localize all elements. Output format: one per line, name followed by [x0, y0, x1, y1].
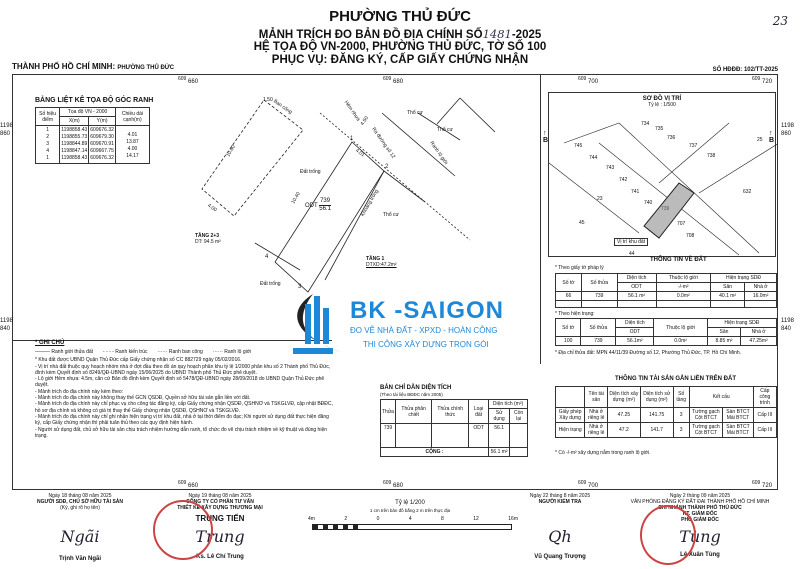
point-label: 4	[265, 254, 269, 260]
grid-x-bottom: $^{609}$ 660	[178, 480, 199, 489]
table-row: 100 739 56.1m² 0.0m² 8.85 m² 47.25m²	[556, 337, 777, 346]
divider	[540, 74, 541, 364]
dim-label: 4.00	[206, 202, 218, 214]
grid-y-left: 1198 860	[0, 123, 13, 137]
city-ward: PHƯỜNG THỦ ĐỨC	[117, 65, 175, 71]
city: THÀNH PHỐ HỒ CHÍ MINH:	[12, 62, 116, 71]
current-label: * Theo hiện trạng:	[555, 311, 595, 317]
company-stamp	[153, 500, 213, 560]
khoang-label: Khoảng trống	[359, 188, 380, 218]
subtitle-suffix: -2025	[511, 29, 542, 41]
coords-table: Số hiệu điểm Tọa độ VN - 2000 Chiều dài cạnh(m) X(m) Y(m) 1 2 3 4 1 1198858.43 1198855.73 1198844.89 1198847.14 1198858.43 609676.32 609679.30 609670.91 609667.75 609676.32 4.01 13.87 4.00 14.17	[35, 107, 150, 164]
tho-cu-label: Thổ cư	[407, 110, 423, 116]
logo-line2: THI CÔNG XÂY DỰNG TRỌN GÓI	[363, 340, 489, 349]
table-row: 66 739 56.1 m² 0.0m² 40.1 m² 16.0m²	[556, 292, 777, 301]
dat-trong-label: Đất trống	[300, 169, 321, 175]
note-line: - Người sử dụng đất, chủ sở hữu tài sản chịu trách nhiệm hướng dẫn ranh, tổ chức đo vẽ chịu trách nhiệm về kỹ thuật và đúng hiện trạng.	[35, 426, 328, 439]
floor23-label: TẦNG 2+3 DT: 94.5 m²	[195, 233, 221, 246]
hem-label: Hẻm nhựa	[342, 99, 362, 123]
scale-title: Tỷ lệ 1/200	[395, 500, 425, 506]
parcel-label: ODT $\frac{739}{56.1}$	[305, 198, 331, 212]
parcel-map	[0, 0, 540, 340]
grid-x-bottom: $^{609}$ 680	[383, 480, 404, 489]
signature: Trung	[195, 527, 245, 546]
dat-trong-label: Đất trống	[260, 281, 281, 287]
area-title: BẢN CHỈ DẪN DIỆN TÍCH	[380, 385, 452, 391]
signature: Ngãi	[60, 527, 100, 546]
signature-block: Ngày 18 tháng 08 năm 2025 NGƯỜI SDĐ, CHỦ SỞ HỮU TÀI SẢN (Ký, ghi rõ họ tên) Ngãi Trịnh Văn Ngãi	[20, 493, 140, 562]
asset-table: Tên tài sản Diện tích xây dựng (m²) Diện tích sử dụng (m²) Số tầng Kết cấu Cấp công trình Giấy phép Xây dựng Nhà ở riêng lẻ 47.25 141.75 3 Tường gạch Cột BTCT Sàn BTCT Mái BTCT Cấp III Hiện trạng Nhà ở riêng lẻ 47.2 141.7 3 Tường gạch Cột BTCT Sàn BTCT Mái BTCT Cấp III	[555, 386, 777, 438]
note-line: - Lộ giới Hẻm nhựa: 4.5m, căn cứ Bản đồ đính kèm Quyết định số 5478/QĐ-UBND ngày 28/09/2018 do UBND Quận Thủ Đức phê duyệt.	[35, 376, 325, 389]
office-stamp	[640, 505, 696, 565]
location-title: SƠ ĐỒ VỊ TRÍ	[642, 96, 682, 102]
grid-x-top: $^{609}$ 700	[578, 76, 599, 85]
grid-x-top: $^{609}$ 660	[178, 76, 199, 85]
area-subtitle: (Theo tài liệu BĐĐC năm 2005)	[380, 392, 443, 397]
grid-x-top: $^{609}$ 680	[383, 76, 404, 85]
land-legal-table: Số tờ Số thửa Diện tích Thuộc lộ giới Hiện trạng SDĐ ODT -/-m² Sân Nhà ở 66 739 56.1 m² 0.0m² 40.1 m² 16.0m²	[555, 273, 777, 308]
table-row: 739 ODT 56.1	[381, 424, 528, 448]
logo-name: BK -SAIGON	[350, 297, 504, 324]
signature-block: Ngày 19 tháng 08 năm 2025 CÔNG TY CỔ PHẦN TƯ VẤN THIẾT KẾ XÂY DỰNG THƯƠNG MẠI TRUNG TIẾN Trung Ks. Lê Chí Trung	[160, 493, 280, 560]
ranh-label: Ranh lộ giới	[428, 140, 449, 166]
doc-number: 1481	[482, 27, 512, 41]
parcel-boundary	[275, 142, 384, 292]
location-diagram: SƠ ĐỒ VỊ TRÍ Tỷ lệ : 1/500 745 744 743 742 741 740 739 707 708 734 735 736 737 738 23 45 44 25 632 Vị trí khu đất	[548, 92, 776, 257]
notes-title: * GHI CHÚ	[35, 340, 65, 346]
asset-note: * Có -/-m² xây dựng nằm trong ranh lộ giới.	[555, 450, 651, 456]
legend	[35, 349, 335, 355]
legal-label: * Theo giấy tờ pháp lý	[555, 265, 604, 271]
grid-x-top: $^{609}$ 720	[752, 76, 773, 85]
area-table: Thửa Thửa phân chiết Thửa chính thức Loại đất Diện tích (m²) Sử dụng Còn lại 739 ODT 56.1 CỘNG : 56.1 m²	[380, 399, 528, 457]
company-brand: TRUNG TIẾN	[195, 514, 245, 523]
point-label: 1	[350, 136, 354, 142]
north-arrow-icon: ↑ B	[769, 130, 775, 144]
dim-label: 4.01	[354, 147, 366, 159]
ban-cong-label: Ban công	[272, 98, 294, 116]
dim-label: 10.40	[290, 191, 302, 205]
legend-item: ······ Ranh lộ giới	[212, 349, 252, 355]
point-label: 3	[298, 284, 302, 290]
tho-cu-label: Thổ cư	[437, 127, 453, 133]
land-title: THÔNG TIN VỀ ĐẤT	[650, 257, 707, 263]
signature: Qh	[548, 527, 572, 546]
notes	[35, 340, 335, 439]
note-line: - Mảnh trích đo địa chính này không thay thế GCN QSDĐ, Quyền sở hữu tài sản gắn liền với đất.	[35, 395, 251, 402]
legend-item: - - - - Ranh kiến trúc	[103, 349, 148, 355]
signature-block: Ngày 22 tháng 8 năm 2025 NGƯỜI KIỂM TRA Qh Vũ Quang Trượng	[510, 493, 610, 560]
legend-item: ——— Ranh giới thửa đất	[35, 349, 94, 355]
location-marker: Vị trí khu đất	[614, 238, 648, 246]
note-line: - Mảnh trích đo địa chính này chỉ phục vụ cho công tác đăng ký, cấp Giấy chứng nhận QSDĐ, QSHNƠ và TSKGLVĐ, cập nhật BĐĐC, hồ sơ địa chính và không có giá trị thay thế Giấy chứng nhận QSDĐ, QSHNƠ và TSKGLVĐ.	[35, 401, 333, 414]
address: * Địa chỉ thửa đất: MPN 44/11/39 Đường số 12, Phường Thủ Đức, TP. Hồ Chí Minh.	[555, 350, 742, 356]
page-mark: 23	[772, 14, 788, 28]
doc-title: PHƯỜNG THỦ ĐỨC	[329, 8, 471, 25]
scale-bar	[312, 524, 512, 530]
road-label: Ra đường số 12	[370, 126, 397, 160]
legend-item: ······ Ranh ban công	[157, 349, 203, 355]
north-arrow-icon: ↑ B	[543, 130, 549, 144]
dim-label: 4.50	[359, 115, 370, 127]
note-line: * Khu đất được UBND Quận Thủ Đức cấp Giấy chứng nhận số CC 882729 ngày 05/02/2016.	[35, 357, 242, 364]
signature: Tùng	[679, 527, 721, 546]
logo-line1: ĐO VẼ NHÀ ĐẤT - XPXD - HOÀN CÔNG	[350, 326, 498, 335]
table-row: CỘNG : 56.1 m²	[381, 448, 528, 457]
dim-label: 10.80	[225, 144, 237, 158]
signature-block: Ngày 2 tháng 09 năm 2025 VĂN PHÒNG ĐĂNG KÝ ĐẤT ĐAI THÀNH PHỐ HỒ CHÍ MINH CHI NHÁNH THÀNH PHỐ THỦ ĐỨC KT. GIÁM ĐỐC PHÓ GIÁM ĐỐC Tùng Lê Xuân Tùng	[610, 493, 790, 558]
point-label: 2	[385, 164, 389, 170]
grid-y-right: 1198 860	[781, 123, 794, 137]
note-line: - Mảnh trích đo địa chính này chỉ ghi nhận hiện trạng vị trí khu đất, nhà ở tại thời điểm đo đạc; Khi người sử dụng đất thực hiện đăng ký, cấp Giấy chứng nhận thì phải tuân thủ theo các quy định hiện hành.	[35, 413, 329, 427]
so-hddd: SỐ HĐĐĐ: 102/TT-2025	[712, 67, 778, 73]
subtitle-text: MẢNH TRÍCH ĐO BẢN ĐỒ ĐỊA CHÍNH SỐ	[258, 29, 483, 41]
grid-x-bottom: $^{609}$ 700	[578, 480, 599, 489]
doc-subtitle-2: HỆ TỌA ĐỘ VN-2000, PHƯỜNG THỦ ĐỨC, TỜ SỐ 100	[253, 41, 547, 53]
asset-title: THÔNG TIN TÀI SẢN GẮN LIỀN TRÊN ĐẤT	[615, 376, 736, 382]
location-map	[549, 93, 777, 258]
note-line: - Vị trí nhà đất thuộc quy hoạch nhóm nhà ở đợt đầu theo đồ án quy hoạch phân khu tỷ lệ 1/2000 phân khu số 2 Thành phố Thủ Đức, đính kèm Quyết định số 8249/QĐ-UBND ngày 15/06/2025 do UBND Thành phố Thủ Đức phê duyệt.	[35, 363, 331, 376]
table-row: Giấy phép Xây dựng Nhà ở riêng lẻ 47.25 141.75 3 Tường gạch Cột BTCT Sàn BTCT Mái BTCT Cấp III	[556, 408, 777, 423]
note-line: - Mảnh trích đo địa chính này kèm theo:	[35, 388, 124, 395]
doc-subtitle-3: PHỤC VỤ: ĐĂNG KÝ, CẤP GIẤY CHỨNG NHẬN	[271, 54, 529, 66]
scale-sub: 1 cm trên bản đồ bằng 2 m trên thực địa	[369, 508, 451, 513]
grid-y-left: 1198 840	[0, 318, 13, 332]
floor23-outline	[202, 100, 303, 216]
scale-ticks: 4m 2 0 4 8 12 16m	[308, 516, 518, 522]
table-row: Hiện trạng Nhà ở riêng lẻ 47.2 141.7 3 Tường gạch Cột BTCT Sàn BTCT Mái BTCT Cấp III	[556, 423, 777, 438]
grid-x-bottom: $^{609}$ 720	[752, 480, 773, 489]
dim-label: 1.50	[263, 97, 273, 103]
location-scale: Tỷ lệ : 1/500	[648, 102, 676, 108]
grid-y-right: 1198 840	[781, 318, 794, 332]
table-row: 1 2 3 4 1 1198858.43 1198855.73 1198844.89 1198847.14 1198858.43 609676.32 609679.30 609670.91 609667.75 609676.32 4.01 13.87 4.00 14.17	[36, 126, 150, 164]
floor1-label: TẦNG 1 DTXD:47.2m²	[366, 256, 397, 269]
coords-title: BẢNG LIỆT KÊ TỌA ĐỘ GÓC RANH	[35, 97, 154, 104]
tho-cu-label: Thổ cư	[383, 212, 399, 218]
